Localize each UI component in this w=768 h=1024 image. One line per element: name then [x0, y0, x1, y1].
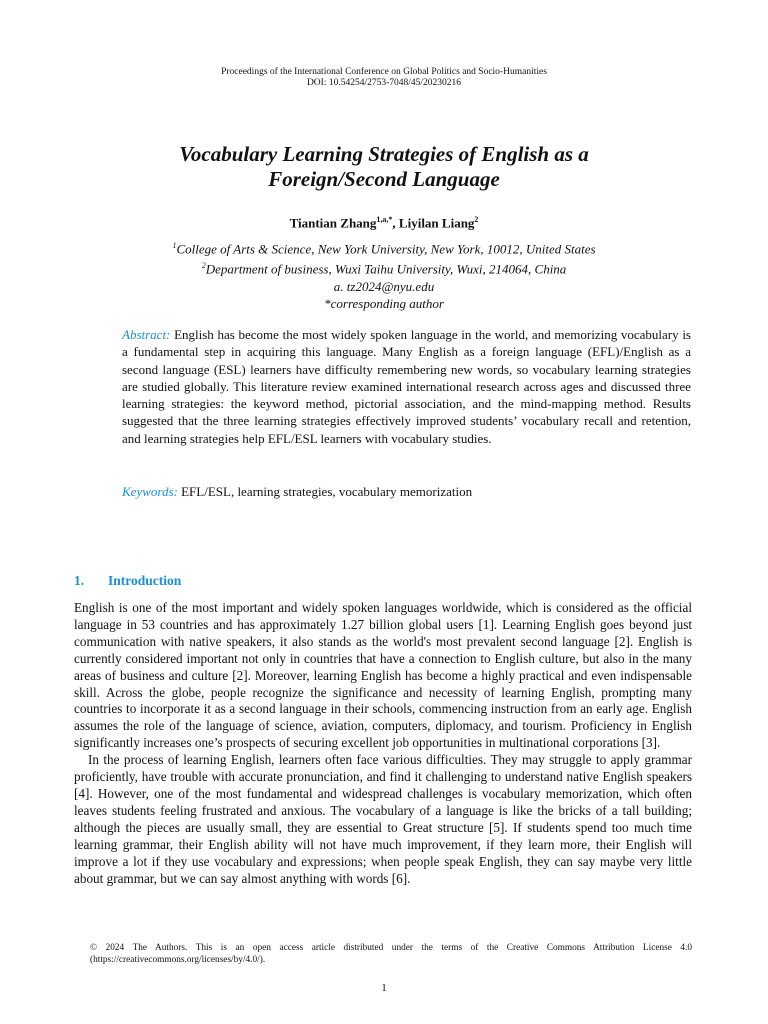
abstract-label: Abstract: — [122, 327, 171, 342]
affiliation-2 — [0, 257, 768, 277]
affiliation-2-marker: 2 — [201, 261, 206, 271]
keywords-text: EFL/ESL, learning strategies, vocabulary memorization — [177, 484, 473, 499]
author-1-affil: 1,a,* — [376, 215, 393, 224]
author-2: Liyilan Liang — [398, 215, 475, 231]
title-line-1: Vocabulary Learning Strategies of English as a — [179, 142, 589, 166]
paper-title — [90, 142, 678, 192]
email: a. tz2024@nyu.edu — [333, 278, 435, 294]
author-2-affil: 2 — [474, 215, 479, 224]
author-list — [0, 212, 768, 231]
keywords — [122, 483, 691, 500]
running-header — [0, 67, 768, 89]
abstract-text: English has become the most widely spoken language in the world, and memorizing vocabulary is a fundamental step in acquiring this language. Many English as a foreign language (EFL)/English as a second language (ESL) learners have difficulty remembering new words, so vocabulary learning strategies are studied globally. This literature review examined international research across ages and discussed three learning strategies: the keyword method, pictorial association, and the mind-mapping method. Results suggested that the three learning strategies effectively improved students’ vocabulary recall and retention, and learning strategies help EFL/ESL learners with vocabulary studies. — [122, 327, 691, 446]
corresponding-note: *corresponding author — [324, 295, 444, 311]
conference-name: Proceedings of the International Conference on Global Politics and Socio-Humanities — [221, 67, 547, 77]
license-note: © 2024 The Authors. This is an open access article distributed under the terms of the Creative Commons Attribution License 4.0 (https://creativecommons.org/licenses/by/4.0/). — [90, 943, 692, 965]
author-1: Tiantian Zhang — [289, 215, 377, 231]
page-number: 1 — [381, 982, 387, 994]
affiliation-1-text: College of Arts & Science, New York University, New York, 10012, United States — [176, 241, 596, 257]
body-text — [74, 600, 692, 887]
affiliation-1 — [0, 237, 768, 257]
section-number: 1. — [74, 573, 85, 588]
author-separator: , — [392, 215, 399, 231]
affiliation-2-text: Department of business, Wuxi Taihu University, Wuxi, 214064, China — [205, 261, 567, 277]
paragraph: In the process of learning English, learners often face various difficulties. They may struggle to apply grammar proficiently, have trouble with accurate pronunciation, and find it challenging to understand native English speakers [4]. However, one of the most fundamental and widespread challenges is vocabulary memorization, which often leaves students feeling frustrated and anxious. The vocabulary of a language is like the bricks of a tall building; although the pieces are usually small, they are essential to Great structure [5]. If students spend too much time learning grammar, their English ability will not have much improvement, if they learn more, their English will improve a lot if they use vocabulary and expressions; when people speak English, they can say maybe very little about grammar, but we can say almost anything with words [6]. — [74, 752, 692, 886]
affiliation-1-marker: 1 — [172, 241, 177, 250]
keywords-label: Keywords: — [122, 484, 178, 499]
section-heading — [74, 572, 181, 589]
abstract — [122, 326, 691, 447]
doi: DOI: 10.54254/2753-7048/45/20230216 — [306, 78, 462, 88]
title-line-2: Foreign/Second Language — [268, 167, 500, 191]
section-title: Introduction — [108, 573, 182, 588]
paragraph: English is one of the most important and widely spoken languages worldwide, which is considered as the official language in 53 countries and has approximately 1.27 billion global users [1]. Learning English goes beyond just communication with native speakers, it also stands as the world's most prevalent second language [2]. English is currently considered important not only in countries that have a connection to English culture, but also in the many areas of business and culture [2]. Moreover, learning English has become a highly practical and even indispensable skill. Across the globe, people recognize the significance and necessity of learning English, prompting many countries to incorporate it as a second language in their schools, commencing instruction from an early age. English assumes the role of the language of science, aviation, computers, diplomacy, and tourism. Proficiency in English significantly increases one’s prospects of securing excellent job opportunities in multinational corporations [3]. — [74, 600, 692, 751]
affiliations — [0, 237, 768, 312]
